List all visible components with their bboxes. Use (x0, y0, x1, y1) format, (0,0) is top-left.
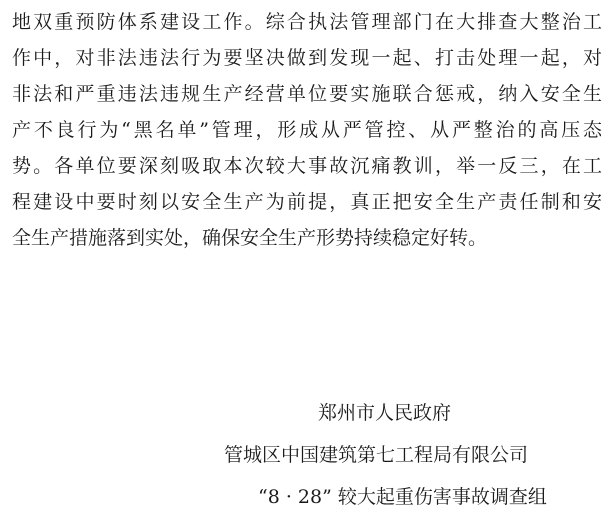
body-line-3: 非法和严重违法违规生产经营单位要实施联合惩戒，纳入安全生 (12, 83, 602, 105)
body-line-1: 地双重预防体系建设工作。综合执法管理部门在大排查大整治工 (12, 11, 602, 33)
signature-issuer-company: 管城区中国建筑第七工程局有限公司 (224, 444, 529, 466)
body-line-5: 势。各单位要深刻吸取本次较大事故沉痛教训，举一反三，在工 (12, 155, 602, 177)
body-line-2: 作中，对非法违法行为要坚决做到发现一起、打击处理一起，对 (12, 47, 602, 69)
body-line-6: 程建设中要时刻以安全生产为前提，真正把安全生产责任制和安 (12, 191, 602, 213)
body-line-7: 全生产措施落到实处，确保安全生产形势持续稳定好转。 (12, 227, 488, 249)
signature-issuer-government: 郑州市人民政府 (318, 402, 452, 424)
body-line-4: 产不良行为“黑名单”管理，形成从严管控、从严整治的高压态 (12, 119, 602, 141)
signature-investigation-team: “8 · 28” 较大起重伤害事故调查组 (258, 486, 547, 508)
body-paragraph (12, 4, 602, 256)
